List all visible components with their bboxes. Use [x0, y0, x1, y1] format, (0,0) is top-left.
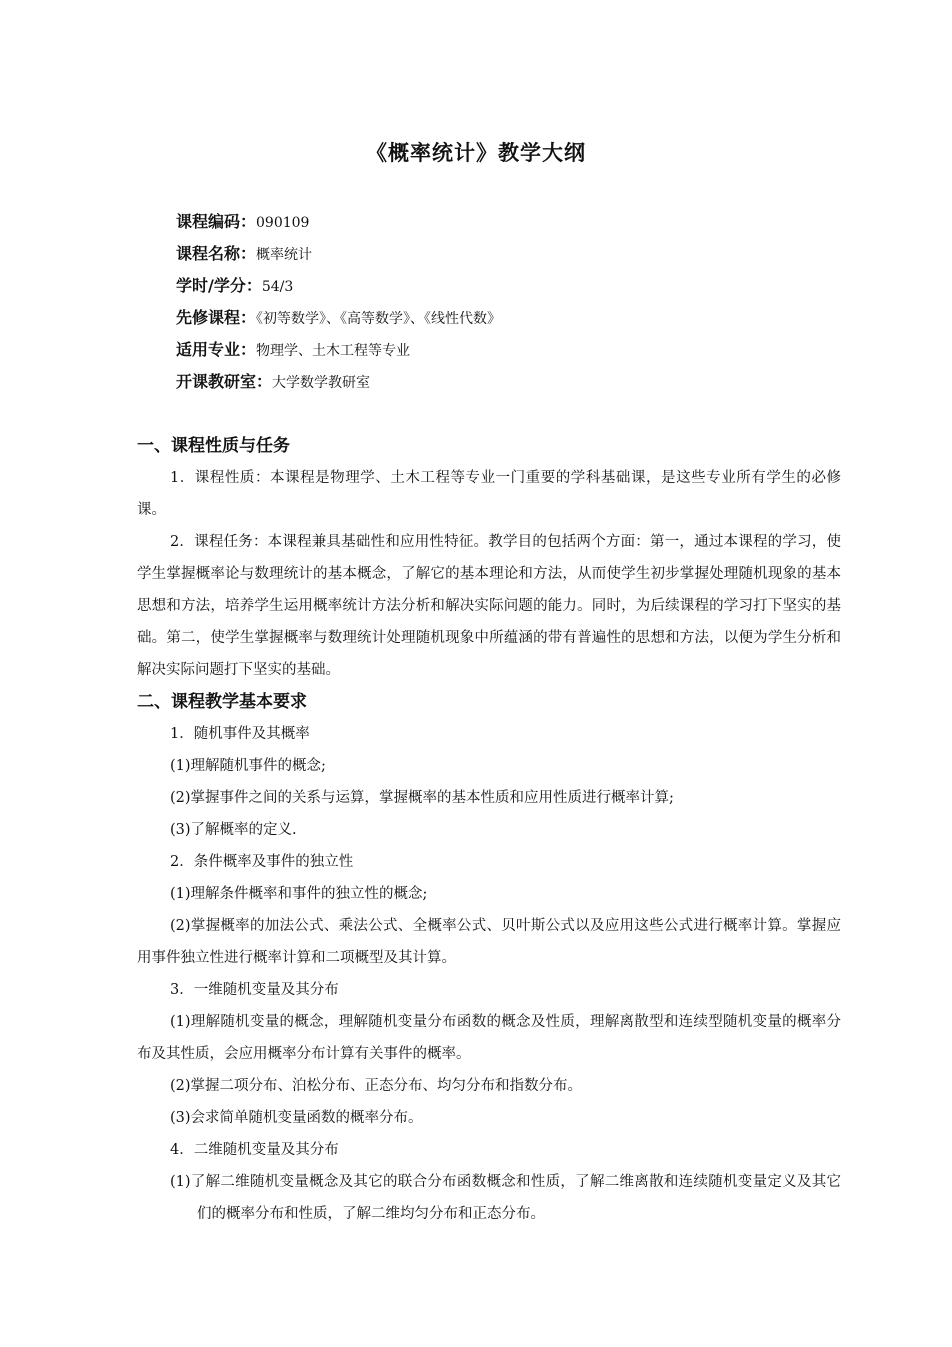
department-value: 大学数学教研室 [272, 375, 371, 391]
course-info-row [176, 238, 501, 270]
course-info-row [176, 366, 501, 398]
course-name-value: 概率统计 [256, 247, 313, 263]
requirement-item: (2)掌握事件之间的关系与运算，掌握概率的基本性质和应用性质进行概率计算; [170, 790, 674, 806]
document-title: 《概率统计》教学大纲 [366, 141, 586, 165]
course-code-value: 090109 [256, 215, 310, 231]
course-info-row [176, 302, 501, 334]
requirement-item: (3)会求简单随机变量函数的概率分布。 [170, 1110, 423, 1126]
majors-value: 物理学、土木工程等专业 [256, 343, 411, 359]
course-code-label: 课程编码： [176, 212, 257, 231]
requirement-item: (1)理解随机事件的概念; [170, 758, 326, 774]
prerequisites-value: 《初等数学》、《高等数学》、《线性代数》 [256, 311, 502, 327]
course-name-label: 课程名称： [176, 244, 257, 263]
requirement-item: (1)了解二维随机变量概念及其它的联合分布函数概念和性质，了解二维离散和连续随机变量定义及其它们的概率分布和性质，了解二维均匀分布和正态分布。 [170, 1174, 841, 1222]
section-heading-requirements: 二、课程教学基本要求 [137, 692, 307, 712]
topic-heading: 3．一维随机变量及其分布 [170, 982, 339, 998]
section-heading-nature: 一、课程性质与任务 [137, 436, 290, 456]
course-info [176, 206, 501, 398]
credit-hours-label: 学时/学分： [176, 276, 262, 295]
department-label: 开课教研室： [176, 372, 273, 391]
course-info-row [176, 334, 501, 366]
topic-heading: 4．二维随机变量及其分布 [170, 1142, 339, 1158]
requirement-item: (1)理解随机变量的概念，理解随机变量分布函数的概念及性质，理解离散型和连续型随机变量的概率分布及其性质，会应用概率分布计算有关事件的概率。 [137, 1014, 841, 1062]
requirement-item: (2)掌握概率的加法公式、乘法公式、全概率公式、贝叶斯公式以及应用这些公式进行概率计算。掌握应用事件独立性进行概率计算和二项概型及其计算。 [137, 918, 841, 966]
credit-hours-value: 54/3 [261, 279, 294, 295]
topic-heading: 1．随机事件及其概率 [170, 726, 310, 742]
topic-heading: 2．条件概率及事件的独立性 [170, 854, 354, 870]
course-info-row [176, 270, 501, 302]
prerequisites-label: 先修课程： [176, 308, 257, 327]
majors-label: 适用专业： [176, 340, 257, 359]
requirement-item: (1)理解条件概率和事件的独立性的概念; [170, 886, 428, 902]
document-body [137, 430, 841, 1230]
paragraph-course-tasks: 2．课程任务：本课程兼具基础性和应用性特征。教学目的包括两个方面：第一，通过本课程的学习，使学生掌握概率论与数理统计的基本概念，了解它的基本理论和方法，从而使学生初步掌握处理随机现象的基本思想和方法，培养学生运用概率统计方法分析和解决实际问题的能力。同时，为后续课程的学习打下坚实的基础。第二，使学生掌握概率与数理统计处理随机现象中所蕴涵的带有普遍性的思想和方法，以便为学生分析和解决实际问题打下坚实的基础。 [137, 534, 841, 678]
requirement-item: (3)了解概率的定义. [170, 822, 297, 838]
paragraph-course-nature: 1．课程性质：本课程是物理学、土木工程等专业一门重要的学科基础课，是这些专业所有学生的必修课。 [137, 470, 841, 518]
course-info-row [176, 206, 501, 238]
requirement-item: (2)掌握二项分布、泊松分布、正态分布、均匀分布和指数分布。 [170, 1078, 583, 1094]
